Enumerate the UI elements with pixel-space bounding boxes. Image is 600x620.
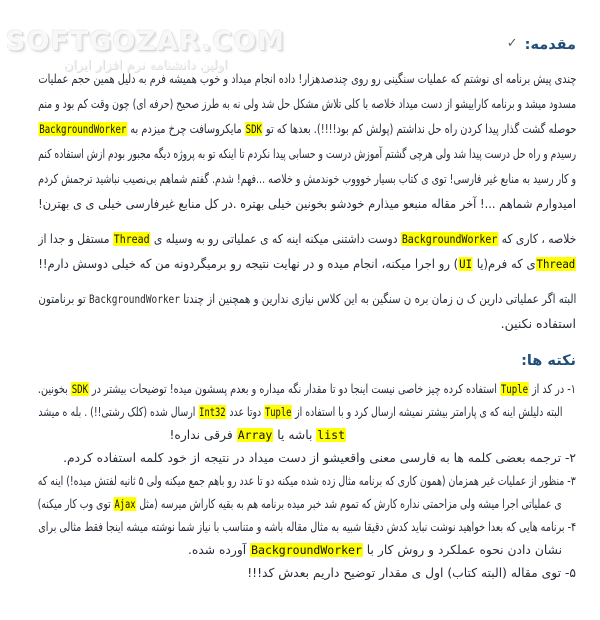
intro-paragraph-1: [38, 66, 576, 216]
text-line: [38, 226, 576, 251]
text-run: استفاده کرده چیز خاصی نیست اینجا دو تا مقدار نگه میداره و بعدم پسشون میده! توضیحات بیشتر در: [88, 382, 501, 396]
text-run: رسیدم و راه حل درست پیدا شد ولی هرچی گشتم آموزش درست و حسابی پیدا نکردم تا اینکه تو به پروژه دیگه مجبور بودم ازش استفاده کنم: [38, 146, 576, 161]
text-run: تو برنامتون: [38, 291, 89, 306]
note-item-5: [38, 562, 576, 585]
text-run: توی وب کار میکنه): [38, 497, 115, 511]
text-line: [38, 66, 576, 91]
text-line: [38, 286, 576, 311]
text-run: البته اگر عملیاتی دارین ک ن زمان بره ن سنگین به این کلاس نیازی ندارین و همچنین از چندتا: [179, 291, 576, 306]
note-item-2: [38, 447, 576, 470]
text-line: [38, 116, 576, 141]
text-run: مستقل و جدا از: [38, 231, 113, 246]
text-run: باشه یا: [273, 428, 317, 442]
text-run: دوتا عدد: [225, 405, 264, 419]
text-run: ارسال شده (کلک رشتی!!) . بله ه میشد: [38, 405, 198, 419]
highlighted-code-term: Int32: [198, 405, 226, 419]
notes-list: [38, 378, 576, 585]
intro-paragraph-2: [38, 226, 576, 276]
text-run: ۴- برنامه هایی که بعدا خواهید نوشت نباید کدش دقیقا شبیه به مثال مقاله باشه و متناسب با نیاز شما نوشته میشه اینجا فقط مثالی برای: [38, 520, 576, 534]
text-line: [38, 311, 576, 336]
text-run: البته دلیلش اینه که ی پارامتر بیشتر نمیشه ارسال کرد و با استفاده از: [291, 405, 562, 419]
text-run: مایکروسافت چرخ میزدم به: [126, 121, 245, 136]
text-run: خلاصه ، کاری که: [497, 231, 576, 246]
highlighted-code-term: list: [317, 428, 345, 442]
watermark-logo-text: SOFTGOZAR.COM: [6, 26, 286, 57]
text-line: [38, 539, 576, 562]
checkmark-icon: ✓: [506, 36, 518, 51]
text-run: ۵- توی مقاله (البته کتاب) اول ی مقدار توضیح داریم بعدش کد!!!: [247, 566, 576, 580]
text-run: حوصله گشت گذار پیدا کردن راه حل نداشتم (پولش کم بود!!!!). بعدها که تو: [262, 121, 576, 136]
text-line: [38, 191, 576, 216]
highlighted-code-term: BackgroundWorker: [251, 543, 362, 557]
highlighted-code-term: Tuple: [500, 382, 529, 396]
text-run: آورده شده.: [187, 543, 251, 557]
notes-heading-label: نکته ها:: [521, 353, 576, 369]
text-run: فرقی نداره!: [169, 428, 237, 442]
note-item-1: [38, 378, 576, 447]
text-line: [38, 470, 576, 493]
highlighted-code-term: BackgroundWorker: [38, 122, 126, 136]
text-run: ۱- در کد از: [528, 382, 576, 396]
text-line: [38, 447, 576, 470]
text-run: نشان دادن نحوه عملکرد و روش کار با: [362, 543, 562, 557]
text-line: [38, 562, 576, 585]
text-line: [38, 141, 576, 166]
intro-heading-label: مقدمه:: [524, 37, 576, 53]
text-line: [38, 378, 576, 401]
section-heading-intro: [38, 36, 576, 54]
highlighted-code-term: Thread: [113, 232, 150, 246]
highlighted-code-term: Array: [237, 428, 273, 442]
text-run: ی که فرم(یا: [472, 256, 536, 271]
text-run: دوست داشتنی میکنه اینه که ی عملیاتی رو به وسیله ی: [150, 231, 401, 246]
text-run: ۳- منظور از عملیات غیر همزمان (همون کاری که برنامه مثال زده شده میکنه دو تا عدد رو باهم جمع میکنه ولی ۵ ثانیه لفتش میده!) اینه که: [38, 474, 576, 488]
text-run: ۲- ترجمه بعضی کلمه ها به فارسی معنی واقعیشو از دست میداد در نتیجه از خود کلمه استفاده کردم.: [63, 451, 576, 465]
highlighted-code-term: Tuple: [264, 405, 291, 419]
text-run: ) رو اجرا میکنه، انجام میده و در نهایت نتیجه رو برمیگردونه من که خیلی دوسش دارم!!: [38, 256, 459, 271]
note-item-3: [38, 470, 576, 516]
text-line: [38, 401, 576, 424]
text-run: و کار رسید به منابع غیر فارسی! توی ی کتاب بسیار خوووب خوندمش و خلاصه ...فهم! شدم. گفتم شماهم بی‌نصیب نباشید ترجمش کردم: [38, 171, 576, 186]
watermark-subtitle: اولین دانشنامه نرم افزار ایران: [63, 58, 228, 73]
text-run: چندی پیش برنامه ای نوشتم که عملیات سنگینی رو روی چندصدهزار! داده انجام میداد و خوب همیشه فرم به دلیل همین حجم عملیات: [38, 71, 576, 86]
highlighted-code-term: SDK: [245, 122, 262, 136]
intro-paragraph-3: [38, 286, 576, 336]
text-run: بخونین.: [38, 382, 72, 396]
highlighted-code-term: BackgroundWorker: [401, 232, 497, 246]
code-term: BackgroundWorker: [88, 292, 180, 306]
text-run: امیدوارم شماهم ...! آخر مقاله منبعو میذارم خودشو بخونین خیلی بهتره .در کل منابع غیرفارسی خیلی ی ی بهترن!: [38, 196, 576, 211]
text-line: [38, 424, 576, 447]
section-heading-notes: [38, 352, 576, 370]
highlighted-code-term: Ajax: [114, 497, 136, 511]
text-line: [38, 493, 576, 516]
text-line: [38, 91, 576, 116]
note-item-4: [38, 516, 576, 562]
text-line: [38, 516, 576, 539]
text-run: ی عملیاتی اجرا میشه ولی مزاحمتی نداره کارش که تموم شد خبر میده برنامه هم به بقیه کاراش میرسه (مثل: [136, 497, 562, 511]
text-line: [38, 251, 576, 276]
highlighted-code-term: SDK: [71, 382, 89, 396]
highlighted-code-term: UI: [458, 257, 472, 271]
text-run: مسدود میشد و برنامه کاراییشو از دست میداد خلاصه با کلی تلاش مشکل حل شد ولی نه به طرز صحیح (حرفه ای) چون وقت کم بود و منم: [38, 96, 576, 111]
text-run: استفاده نکنین.: [500, 316, 576, 331]
text-line: [38, 166, 576, 191]
highlighted-code-term: Thread: [536, 257, 576, 271]
